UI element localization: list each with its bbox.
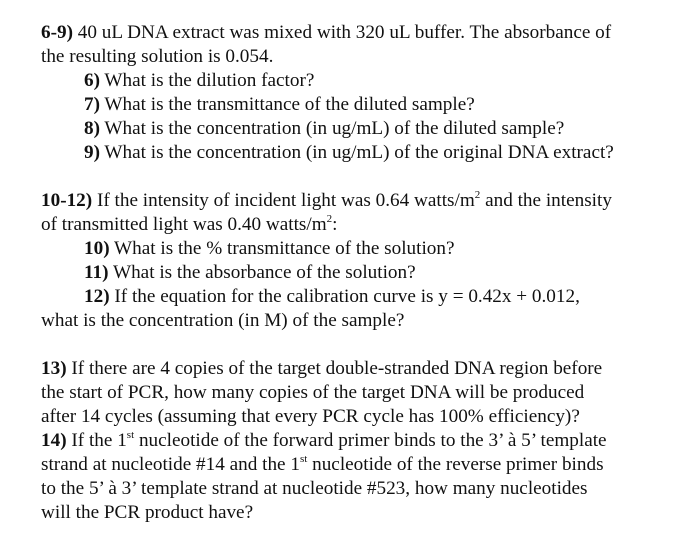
q7-item [84,93,475,117]
q9-number: 9) [84,142,100,163]
q11-item [84,261,416,285]
q14-line1 [41,429,607,453]
q14-superscript-st1: st [126,428,135,441]
q10-text: What is the % transmittance of the solution? [109,238,455,259]
q6-item [84,69,314,93]
q10-12-number: 10-12) [41,190,93,211]
q14-text-line1a: If the 1 [66,430,127,451]
q8-text: What is the concentration (in ug/mL) of the diluted sample? [99,118,565,139]
q14-line4: will the PCR product have? [41,502,254,523]
q14-text-line1b: nucleotide of the forward primer binds to the 3’ à 5’ template [134,430,607,451]
q6-9-line1 [41,21,611,45]
q6-text: What is the dilution factor? [99,70,315,91]
q9-item [84,141,614,165]
q10-12-line2 [41,213,338,237]
q8-number: 8) [84,118,100,139]
q14-number: 14) [41,430,67,451]
q14-superscript-st2: st [299,452,308,465]
q12-item [84,285,580,309]
q10-12-text-line1b: and the intensity [480,190,612,211]
q11-text: What is the absorbance of the solution? [108,262,416,283]
q10-12-line1 [41,189,612,213]
q14-text-line2b: nucleotide of the reverse primer binds [307,454,604,475]
q14-line3: to the 5’ à 3’ template strand at nucleotide #523, how many nucleotides [41,478,588,499]
q6-9-text-line1: 40 uL DNA extract was mixed with 320 uL buffer. The absorbance of [72,22,612,43]
q10-12-text-line2b: : [332,214,338,235]
q8-item [84,117,564,141]
q13-line2: the start of PCR, how many copies of the target DNA will be produced [41,382,585,403]
q14-line2 [41,453,604,477]
q7-number: 7) [84,94,100,115]
q14-text-line2a: strand at nucleotide #14 and the 1 [41,454,300,475]
q13-line3: after 14 cycles (assuming that every PCR cycle has 100% efficiency)? [41,406,580,427]
q10-12-superscript1: 2 [474,188,481,201]
q12-number: 12) [84,286,110,307]
q10-item [84,237,455,261]
q10-12-text-line2a: of transmitted light was 0.40 watts/m [41,214,327,235]
q10-12-superscript2: 2 [326,212,333,225]
q12-text-continued: what is the concentration (in M) of the sample? [41,310,405,331]
q12-text: If the equation for the calibration curve is y = 0.42x + 0.012, [109,286,580,307]
q9-text: What is the concentration (in ug/mL) of the original DNA extract? [99,142,614,163]
q13-text-line1: If there are 4 copies of the target double-stranded DNA region before [66,358,603,379]
q6-9-number: 6-9) [41,22,73,43]
q7-text: What is the transmittance of the diluted sample? [99,94,475,115]
q6-number: 6) [84,70,100,91]
q10-12-text-line1a: If the intensity of incident light was 0.64 watts/m [92,190,475,211]
q10-number: 10) [84,238,110,259]
q13-line1 [41,357,602,381]
q13-number: 13) [41,358,67,379]
q11-number: 11) [84,262,109,283]
q6-9-line2: the resulting solution is 0.054. [41,46,274,67]
